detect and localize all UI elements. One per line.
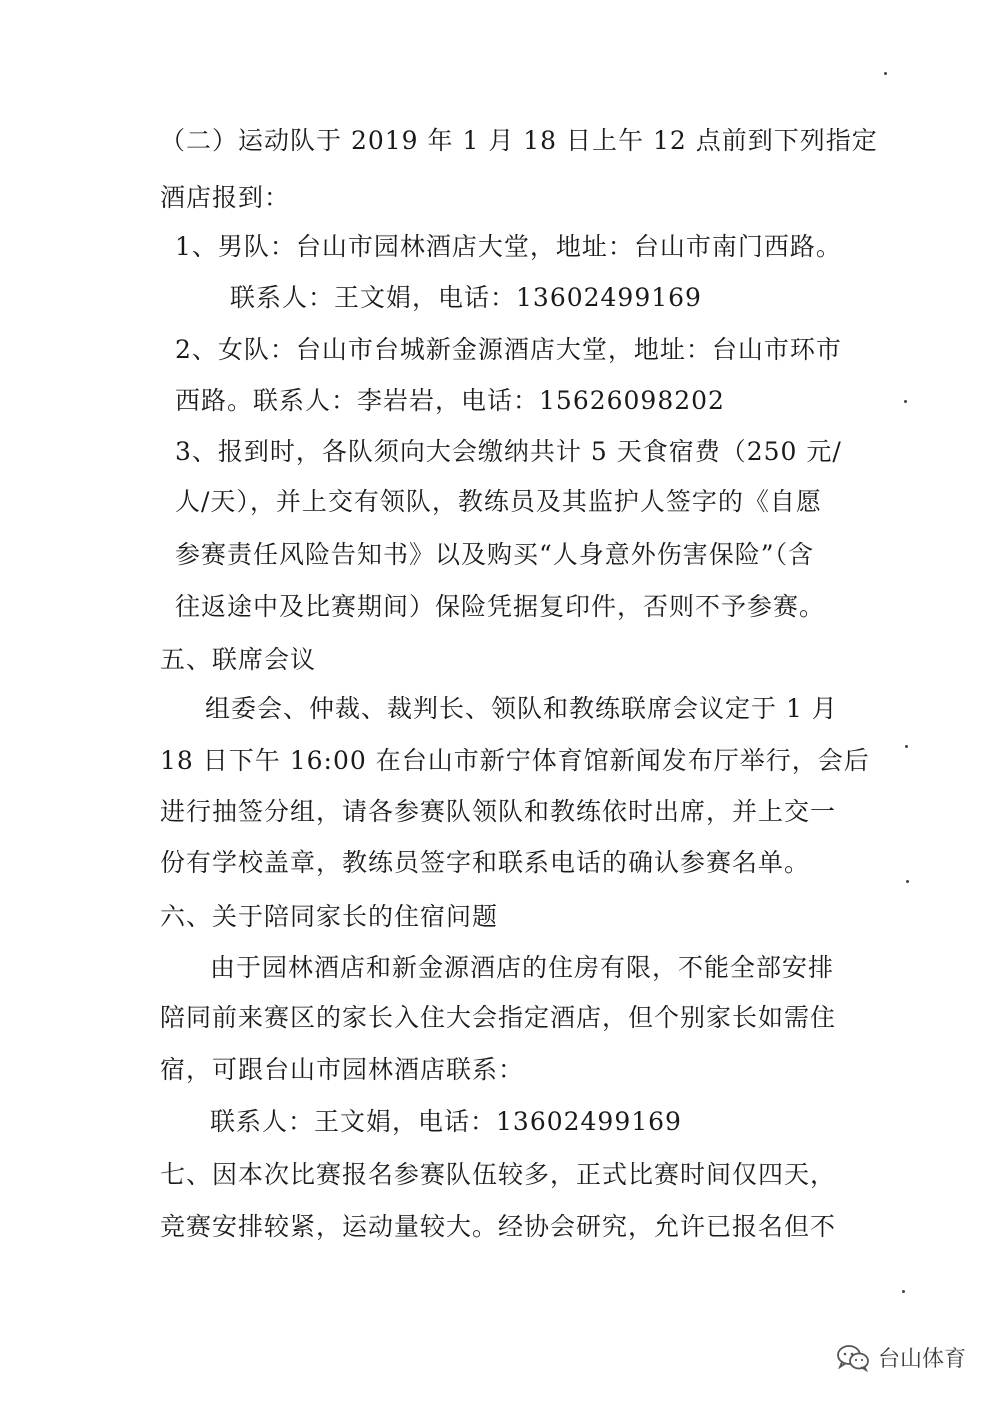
scan-speck [902, 1290, 905, 1293]
section-heading: 五、联席会议 [160, 645, 317, 674]
text-line: 由于园林酒店和新金源酒店的住房有限，不能全部安排 [210, 953, 835, 982]
wechat-icon [836, 1344, 870, 1372]
scan-speck [884, 72, 887, 75]
text-line: 竞赛安排较紧，运动量较大。经协会研究，允许已报名但不 [160, 1212, 837, 1241]
section-heading: 七、因本次比赛报名参赛队伍较多，正式比赛时间仅四天， [160, 1160, 837, 1189]
text-line: 往返途中及比赛期间）保险凭据复印件，否则不予参赛。 [175, 592, 826, 621]
text-line: 3、报到时，各队须向大会缴纳共计 5 天食宿费（250 元/ [175, 437, 842, 466]
text-line: 1、男队：台山市园林酒店大堂，地址：台山市南门西路。 [175, 232, 842, 261]
scan-speck [905, 745, 908, 748]
text-line: 陪同前来赛区的家长入住大会指定酒店，但个别家长如需住 [160, 1003, 837, 1032]
text-line: 份有学校盖章，教练员签字和联系电话的确认参赛名单。 [160, 848, 811, 877]
text-line: 西路。联系人：李岩岩，电话：15626098202 [175, 386, 725, 415]
text-line: 进行抽签分组，请各参赛队领队和教练依时出席，并上交一 [160, 797, 837, 826]
section-heading: 六、关于陪同家长的住宿问题 [160, 902, 499, 931]
watermark-text: 台山体育 [877, 1347, 966, 1372]
text-line: 联系人：王文娟，电话：13602499169 [210, 1107, 682, 1136]
text-line: 参赛责任风险告知书》以及购买“人身意外伤害保险”（含 [175, 540, 815, 569]
scan-speck [906, 880, 909, 883]
text-line: 2、女队：台山市台城新金源酒店大堂，地址：台山市环市 [175, 335, 842, 364]
wechat-watermark [836, 1342, 966, 1373]
text-line: 18 日下午 16:00 在台山市新宁体育馆新闻发布厅举行，会后 [160, 746, 870, 775]
text-line: 酒店报到： [160, 183, 291, 212]
scan-speck [904, 400, 907, 403]
text-line: 联系人：王文娟，电话：13602499169 [230, 283, 702, 312]
text-line: 宿，可跟台山市园林酒店联系： [160, 1055, 525, 1084]
text-line: 组委会、仲裁、裁判长、领队和教练联席会议定于 1 月 [205, 694, 838, 723]
text-line: 人/天），并上交有领队，教练员及其监护人签字的《自愿 [175, 487, 822, 516]
text-line: （二）运动队于 2019 年 1 月 18 日上午 12 点前到下列指定 [160, 126, 878, 155]
